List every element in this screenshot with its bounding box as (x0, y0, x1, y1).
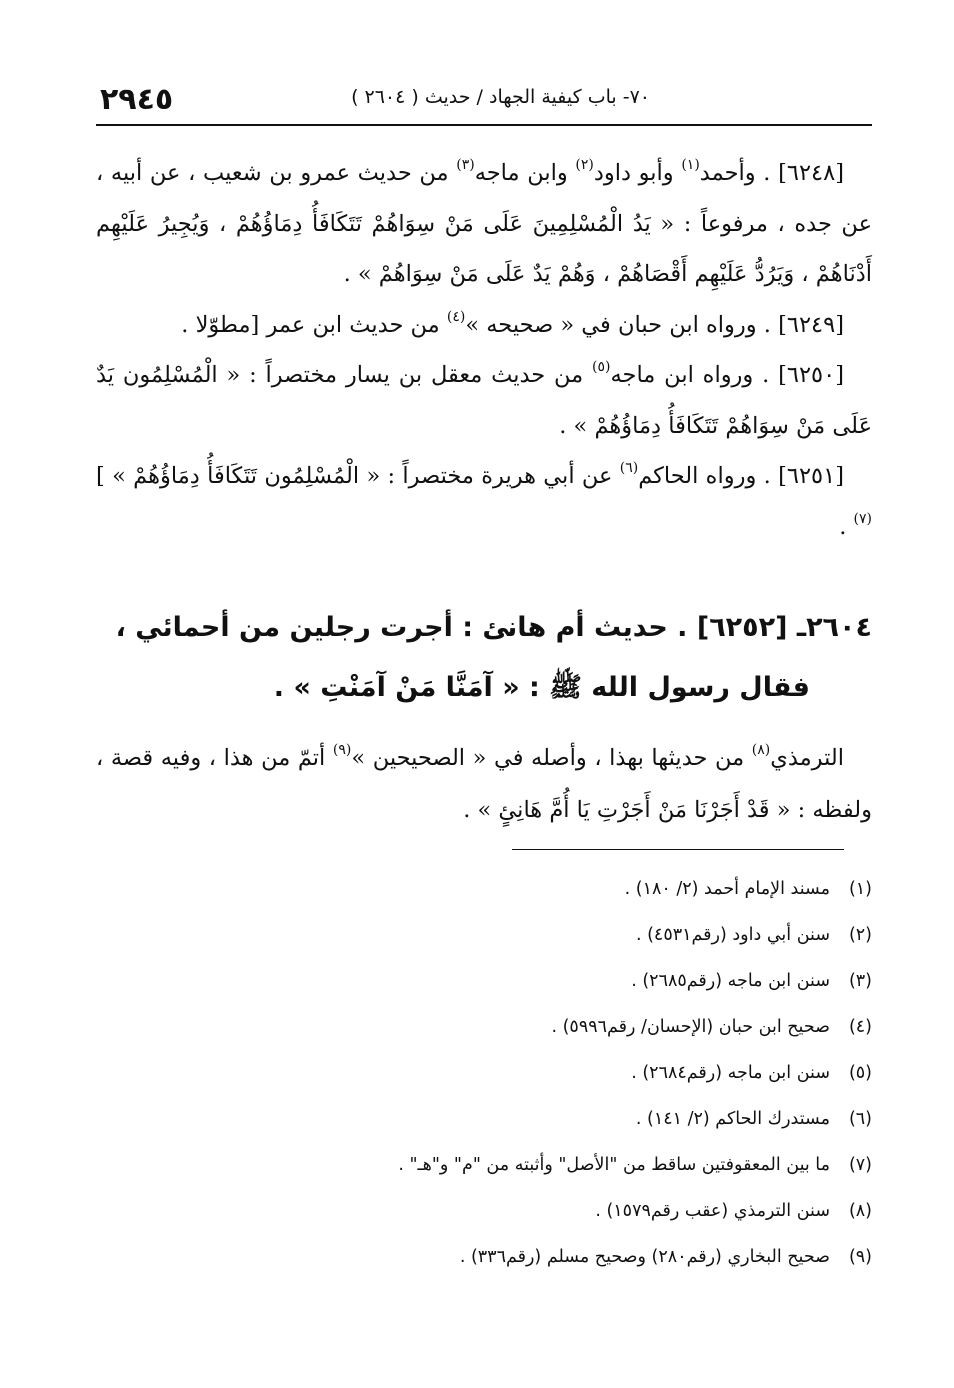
text-segment: من حديث ابن عمر [مطوّلا . (181, 311, 447, 338)
footnote-item (96, 1004, 872, 1050)
footnote-text: سنن ابن ماجه (رقم٢٦٨٥) . (631, 971, 830, 991)
text-segment: من حديث عمرو بن شعيب ، عن أبيه ، عن جده ، مرفوعاً : « يَدُ الْمُسْلِمِينَ عَلَى مَنْ سِوَاهُمْ تَتَكَافَأُ دِمَاؤُهُمْ ، وَيُجِيرُ عَلَيْهِم أَدْنَاهُمْ ، وَيَرُدُّ عَلَيْهِم أَقْصَاهُمْ ، وَهُمْ يَدٌ عَلَى مَنْ سِوَاهُمْ » . (96, 160, 872, 287)
commentary (96, 732, 872, 836)
footnote-item (96, 1050, 872, 1096)
footnote-reference: (٨) (751, 742, 771, 758)
text-segment: أتمّ من هذا ، وفيه قصة ، ولفظه : « قَدْ أَجَرْنَا مَنْ أَجَرْتِ يَا أُمَّ هَانِئٍ » . (96, 745, 872, 823)
hadith-heading (96, 598, 872, 718)
footnote-reference: (٦) (619, 460, 639, 476)
footnote-reference: (٧) (853, 510, 872, 527)
text-segment: . (839, 513, 854, 540)
footnote-item (96, 1142, 872, 1188)
footnote-number: (١) (848, 879, 872, 899)
footnote-reference: (٩) (332, 742, 352, 758)
footnote-text: مستدرك الحاكم (٢/ ١٤١) . (635, 1109, 830, 1129)
text-segment: عن أبي هريرة مختصراً : « الْمُسْلِمُون تَتَكَافَأُ دِمَاؤُهُمْ » ] (96, 463, 620, 489)
footnote-reference: (١) (681, 157, 700, 173)
footnote-item (96, 1234, 872, 1280)
text-segment: وابن ماجه (474, 160, 576, 186)
page-number: ٢٩٤٥ (100, 82, 174, 117)
footnote-item (96, 866, 872, 912)
footnote-reference: (٤) (446, 308, 466, 325)
text-segment: [٦٢٤٨] . وأحمد (699, 160, 844, 186)
footnote-item (96, 958, 872, 1004)
footnote-text: ما بين المعقوفتين ساقط من "الأصل" وأثبته من "م" و"هـ" . (398, 1155, 830, 1175)
text-segment: الترمذي (770, 745, 844, 771)
footnote-text: صحيح البخاري (رقم٢٨٠) وصحيح مسلم (رقم٣٣٦) . (459, 1247, 830, 1267)
paragraph-p6251 (96, 451, 872, 552)
footnote-number: (٣) (848, 971, 872, 991)
running-title: ٧٠- باب كيفية الجهاد / حديث ( ٢٦٠٤ ) (351, 86, 650, 108)
hadith-heading-line-2: فقال رسول الله ﷺ : « آمَنَّا مَنْ آمَنْتِ » . (273, 672, 810, 703)
footnote-divider (512, 849, 844, 850)
text-segment: [٦٢٥١] . ورواه الحاكم (638, 463, 844, 489)
footnote-reference: (٢) (575, 157, 594, 173)
footnote-text: مسند الإمام أحمد (٢/ ١٨٠) . (624, 879, 830, 899)
footnote-number: (٤) (848, 1017, 872, 1037)
footnote-text: صحيح ابن حبان (الإحسان/ رقم٥٩٩٦) . (551, 1017, 830, 1037)
footnote-item (96, 912, 872, 958)
paragraph-p6248 (96, 148, 872, 300)
hadith-heading-line-1: ٢٦٠٤ـ [٦٢٥٢] . حديث أم هانئ : أجرت رجلين من أحمائي ، (115, 612, 872, 643)
body-text (96, 148, 872, 552)
paragraph-p6250 (96, 350, 872, 451)
footnote-number: (٧) (848, 1155, 872, 1175)
header-divider (96, 124, 872, 126)
text-segment: من حديثها بهذا ، وأصله في « الصحيحين » (351, 745, 752, 771)
footnote-number: (٢) (848, 925, 872, 945)
footnote-number: (٩) (848, 1247, 872, 1267)
footnote-text: سنن الترمذي (عقب رقم١٥٧٩) . (595, 1201, 830, 1221)
footnote-number: (٨) (848, 1201, 872, 1221)
footnote-item (96, 1188, 872, 1234)
text-segment: [٦٢٤٩] . ورواه ابن حبان في « صحيحه » (465, 311, 844, 338)
paragraph-p6249 (96, 300, 872, 351)
footnote-text: سنن أبي داود (رقم٤٥٣١) . (635, 925, 830, 945)
commentary-paragraph (96, 732, 872, 836)
text-segment: من حديث معقل بن يسار مختصراً : « الْمُسْلِمُون يَدٌ عَلَى مَنْ سِوَاهُمْ تَتَكَافَأُ دِمَاؤُهُمْ » . (96, 362, 872, 439)
text-segment: وأبو داود (593, 160, 682, 186)
footnote-reference: (٣) (456, 157, 475, 173)
footnote-text: سنن ابن ماجه (رقم٢٦٨٤) . (631, 1063, 830, 1083)
footnote-number: (٥) (848, 1063, 872, 1083)
footnote-reference: (٥) (592, 359, 611, 375)
footnotes-list (96, 866, 872, 1280)
footnote-item (96, 1096, 872, 1142)
footnote-number: (٦) (848, 1109, 872, 1129)
page-header (96, 78, 872, 118)
text-segment: [٦٢٥٠] . ورواه ابن ماجه (610, 362, 844, 388)
